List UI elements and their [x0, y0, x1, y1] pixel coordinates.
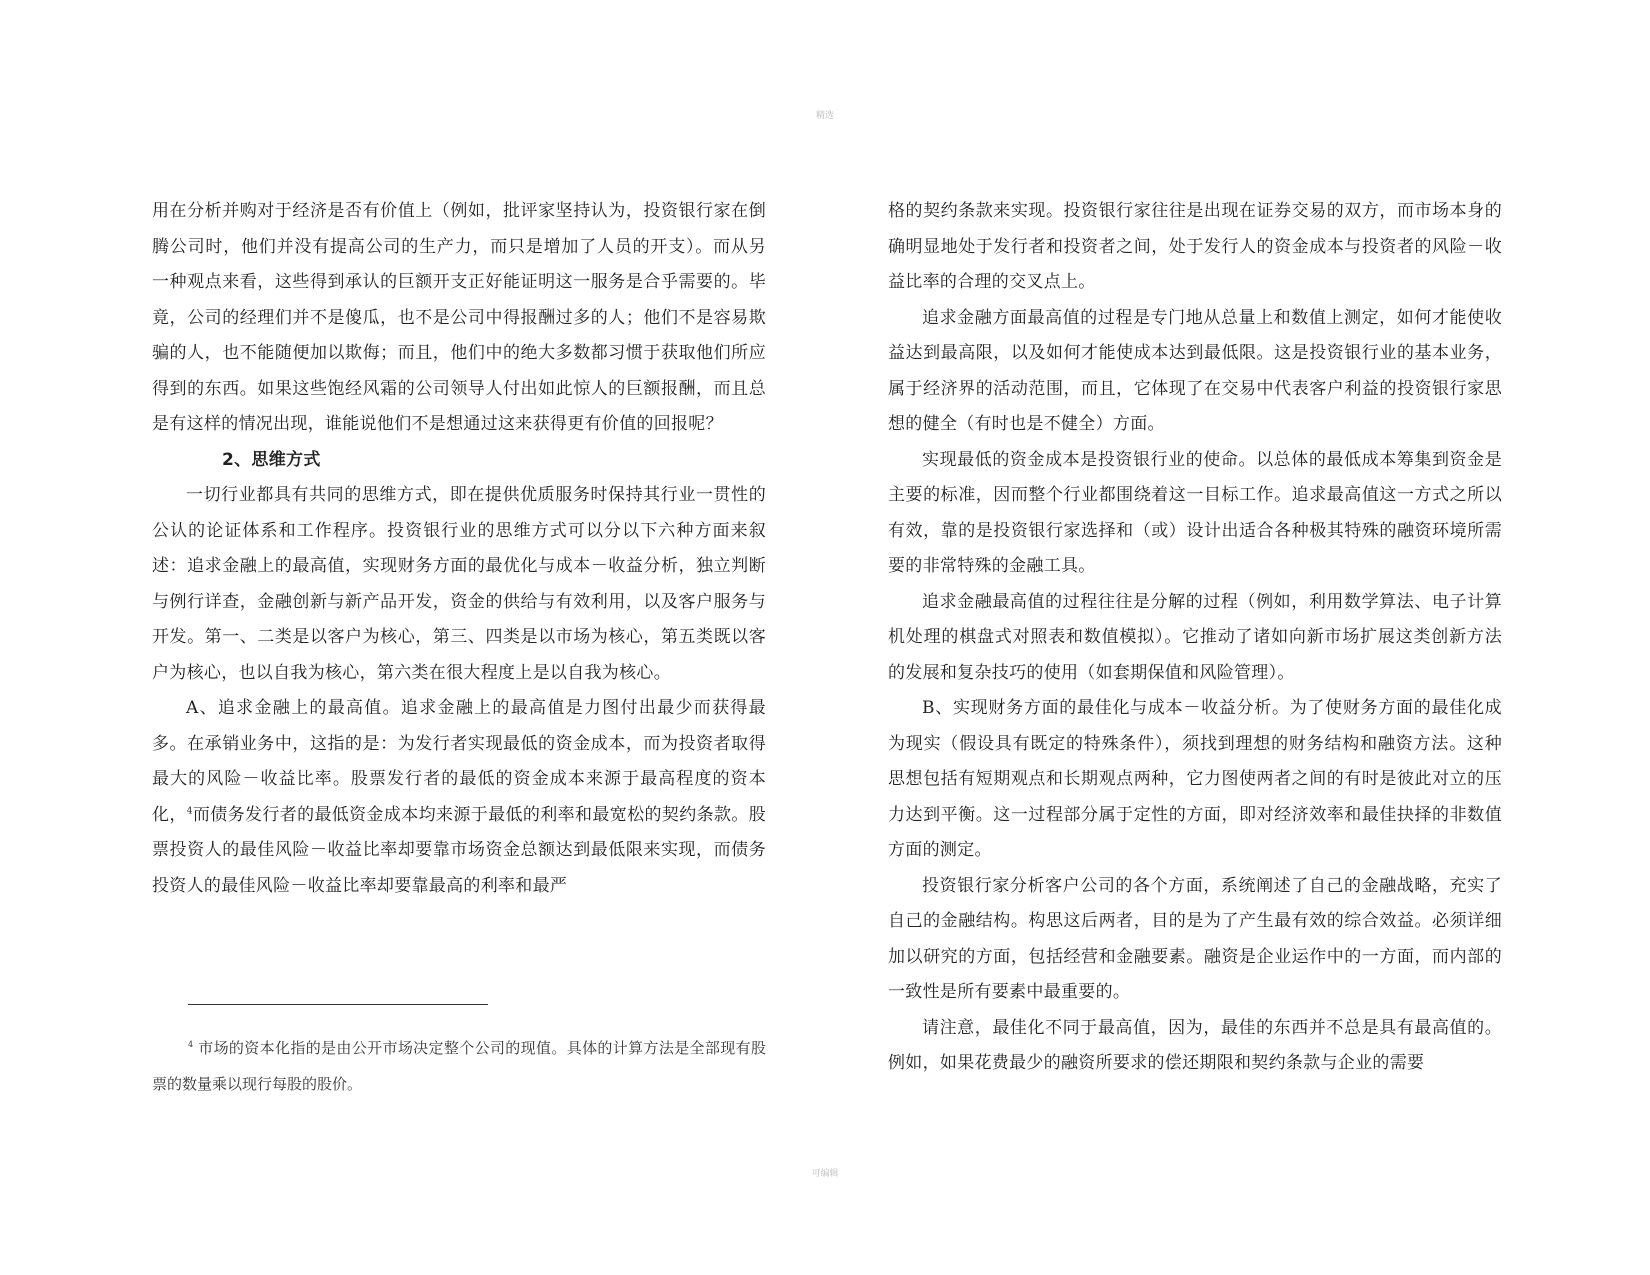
- paragraph-text-part-2: 而债务发行者的最低资金成本均来源于最低的利率和最宽松的契约条款。股票投资人的最佳风险－收益比率却要靠市场资金总额达到最低限来实现，而债务投资人的最佳风险－收益比率却要靠最高的利率和最严: [152, 804, 766, 896]
- section-heading: 2、思维方式: [222, 449, 321, 470]
- footnote-reference[interactable]: 4: [186, 805, 193, 816]
- paragraph: 追求金融最高值的过程往往是分解的过程（例如，利用数学算法、电子计算机处理的棋盘式对照表和数值模拟）。它推动了诸如向新市场扩展这类创新方法的发展和复杂技巧的使用（如套期保值和风险管理）。: [888, 591, 1502, 683]
- paragraph: 请注意，最佳化不同于最高值，因为，最佳的东西并不总是具有最高值的。例如，如果花费最少的融资所要求的偿还期限和契约条款与企业的需要: [888, 1017, 1502, 1073]
- paragraph: 投资银行家分析客户公司的各个方面，系统阐述了自己的金融战略，充实了自己的金融结构。构思这后两者，目的是为了产生最有效的综合效益。必须详细加以研究的方面，包括经营和金融要素。融资是企业运作中的一方面，而内部的一致性是所有要素中最重要的。: [888, 875, 1502, 1002]
- paragraph: [152, 691, 766, 904]
- footnote: [152, 1030, 766, 1102]
- paragraph: 追求金融方面最高值的过程是专门地从总量上和数值上测定，如何才能使收益达到最高限，以及如何才能使成本达到最低限。这是投资银行业的基本业务，属于经济界的活动范围，而且，它体现了在交易中代表客户利益的投资银行家思想的健全（有时也是不健全）方面。: [888, 307, 1502, 434]
- paragraph-text-part-1: A、追求金融上的最高值。追求金融上的最高值是力图付出最少而获得最多。在承销业务中，这指的是：为发行者实现最低的资金成本，而为投资者取得最大的风险－收益比率。股票发行者的最低的资金成本来源于最高程度的资本化，: [152, 698, 766, 825]
- right-column: [888, 194, 1502, 1082]
- page-header: 精选: [815, 111, 834, 121]
- paragraph: 实现最低的资金成本是投资银行业的使命。以总体的最低成本筹集到资金是主要的标准，因而整个行业都围绕着这一目标工作。追求最高值这一方式之所以有效，靠的是投资银行家选择和（或）设计出适合各种极其特殊的融资环境所需要的非常特殊的金融工具。: [888, 449, 1502, 576]
- paragraph: B、实现财务方面的最佳化与成本－收益分析。为了使财务方面的最佳化成为现实（假设具有既定的特殊条件），须找到理想的财务结构和融资方法。这种思想包括有短期观点和长期观点两种，它力图使两者之间的有时是彼此对立的压力达到平衡。这一过程部分属于定性的方面，即对经济效率和最佳抉择的非数值方面的测定。: [888, 698, 1502, 860]
- footnote-text: 市场的资本化指的是由公开市场决定整个公司的现值。具体的计算方法是全部现有股票的数量乘以现行每股的股价。: [152, 1039, 766, 1093]
- footnote-mark: 4: [188, 1040, 194, 1049]
- paragraph: 格的契约条款来实现。投资银行家往往是出现在证券交易的双方，而市场本身的确明显地处于发行者和投资者之间，处于发行人的资金成本与投资者的风险－收益比率的合理的交叉点上。: [888, 201, 1502, 292]
- footnote-separator: [188, 1004, 488, 1005]
- left-column: [152, 194, 766, 904]
- paragraph: 一切行业都具有共同的思维方式，即在提供优质服务时保持其行业一贯性的公认的论证体系和工作程序。投资银行业的思维方式可以分以下六种方面来叙述：追求金融上的最高值，实现财务方面的最优化与成本－收益分析，独立判断与例行详查，金融创新与新产品开发，资金的供给与有效利用，以及客户服务与开发。第一、二类是以客户为核心，第三、四类是以市场为核心，第五类既以客户为核心，也以自我为核心，第六类在很大程度上是以自我为核心。: [152, 485, 766, 683]
- paragraph: 用在分析并购对于经济是否有价值上（例如，批评家坚持认为，投资银行家在倒腾公司时，他们并没有提高公司的生产力，而只是增加了人员的开支）。而从另一种观点来看，这些得到承认的巨额开支正好能证明这一服务是合乎需要的。毕竟，公司的经理们并不是傻瓜，也不是公司中得报酬过多的人；他们不是容易欺骗的人，也不能随便加以欺侮；而且，他们中的绝大多数都习惯于获取他们所应得到的东西。如果这些饱经风霜的公司领导人付出如此惊人的巨额报酬，而且总是有这样的情况出现，谁能说他们不是想通过这来获得更有价值的回报呢？: [152, 201, 766, 434]
- page-footer: 可编辑: [811, 1169, 839, 1179]
